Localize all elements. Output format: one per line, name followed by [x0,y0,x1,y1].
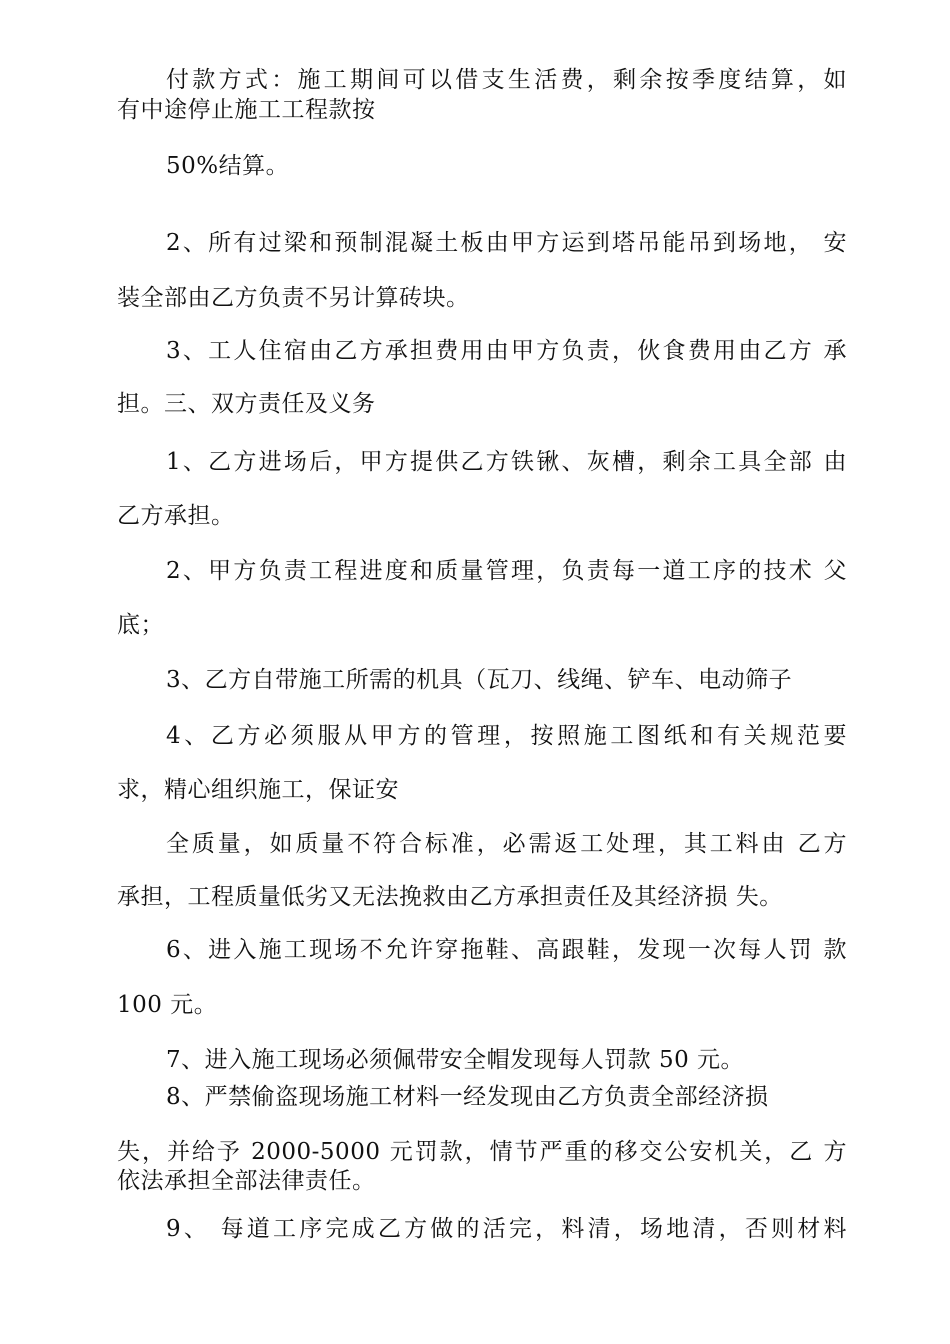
paragraph-line: 3、工人住宿由乙方承担费用由甲方负责，伙食费用由乙方 承 [166,338,847,364]
paragraph-line: 装全部由乙方负责不另计算砖块。 [117,285,470,311]
paragraph-line: 7、进入施工现场必须佩带安全帽发现每人罚款 50 元。 [166,1047,745,1073]
paragraph-line: 50%结算。 [166,153,290,179]
paragraph-line: 100 元。 [117,992,218,1018]
paragraph-line: 底； [117,612,164,638]
paragraph-line: 有中途停止施工工程款按 [117,97,376,123]
paragraph-line: 3、乙方自带施工所需的机具（瓦刀、线绳、铲车、电动筛子 [166,667,793,693]
paragraph-line: 2、所有过梁和预制混凝土板由甲方运到塔吊能吊到场地， 安 [166,230,847,256]
paragraph-line: 8、严禁偷盗现场施工材料一经发现由乙方负责全部经济损 [166,1084,769,1110]
paragraph-line: 6、进入施工现场不允许穿拖鞋、高跟鞋，发现一次每人罚 款 [166,937,847,963]
paragraph-line: 付款方式：施工期间可以借支生活费，剩余按季度结算，如 [166,67,847,93]
paragraph-line: 担。三、双方责任及义务 [117,391,376,417]
paragraph-line: 2、甲方负责工程进度和质量管理，负责每一道工序的技术 父 [166,558,847,584]
paragraph-line: 1、乙方进场后，甲方提供乙方铁锹、灰槽，剩余工具全部 由 [166,449,847,475]
paragraph-line: 求，精心组织施工，保证安 [117,777,399,803]
paragraph-line: 承担，工程质量低劣又无法挽救由乙方承担责任及其经济损 失。 [117,884,783,910]
paragraph-line: 全质量，如质量不符合标准，必需返工处理，其工料由 乙方 [166,831,847,857]
paragraph-line: 失，并给予 2000-5000 元罚款，情节严重的移交公安机关，乙 方 [117,1139,847,1165]
paragraph-line: 乙方承担。 [117,503,235,529]
paragraph-line: 4、乙方必须服从甲方的管理，按照施工图纸和有关规范要 [166,723,847,749]
paragraph-line: 9、 每道工序完成乙方做的活完，料清，场地清，否则材料 [166,1216,847,1242]
paragraph-line: 依法承担全部法律责任。 [117,1168,376,1194]
